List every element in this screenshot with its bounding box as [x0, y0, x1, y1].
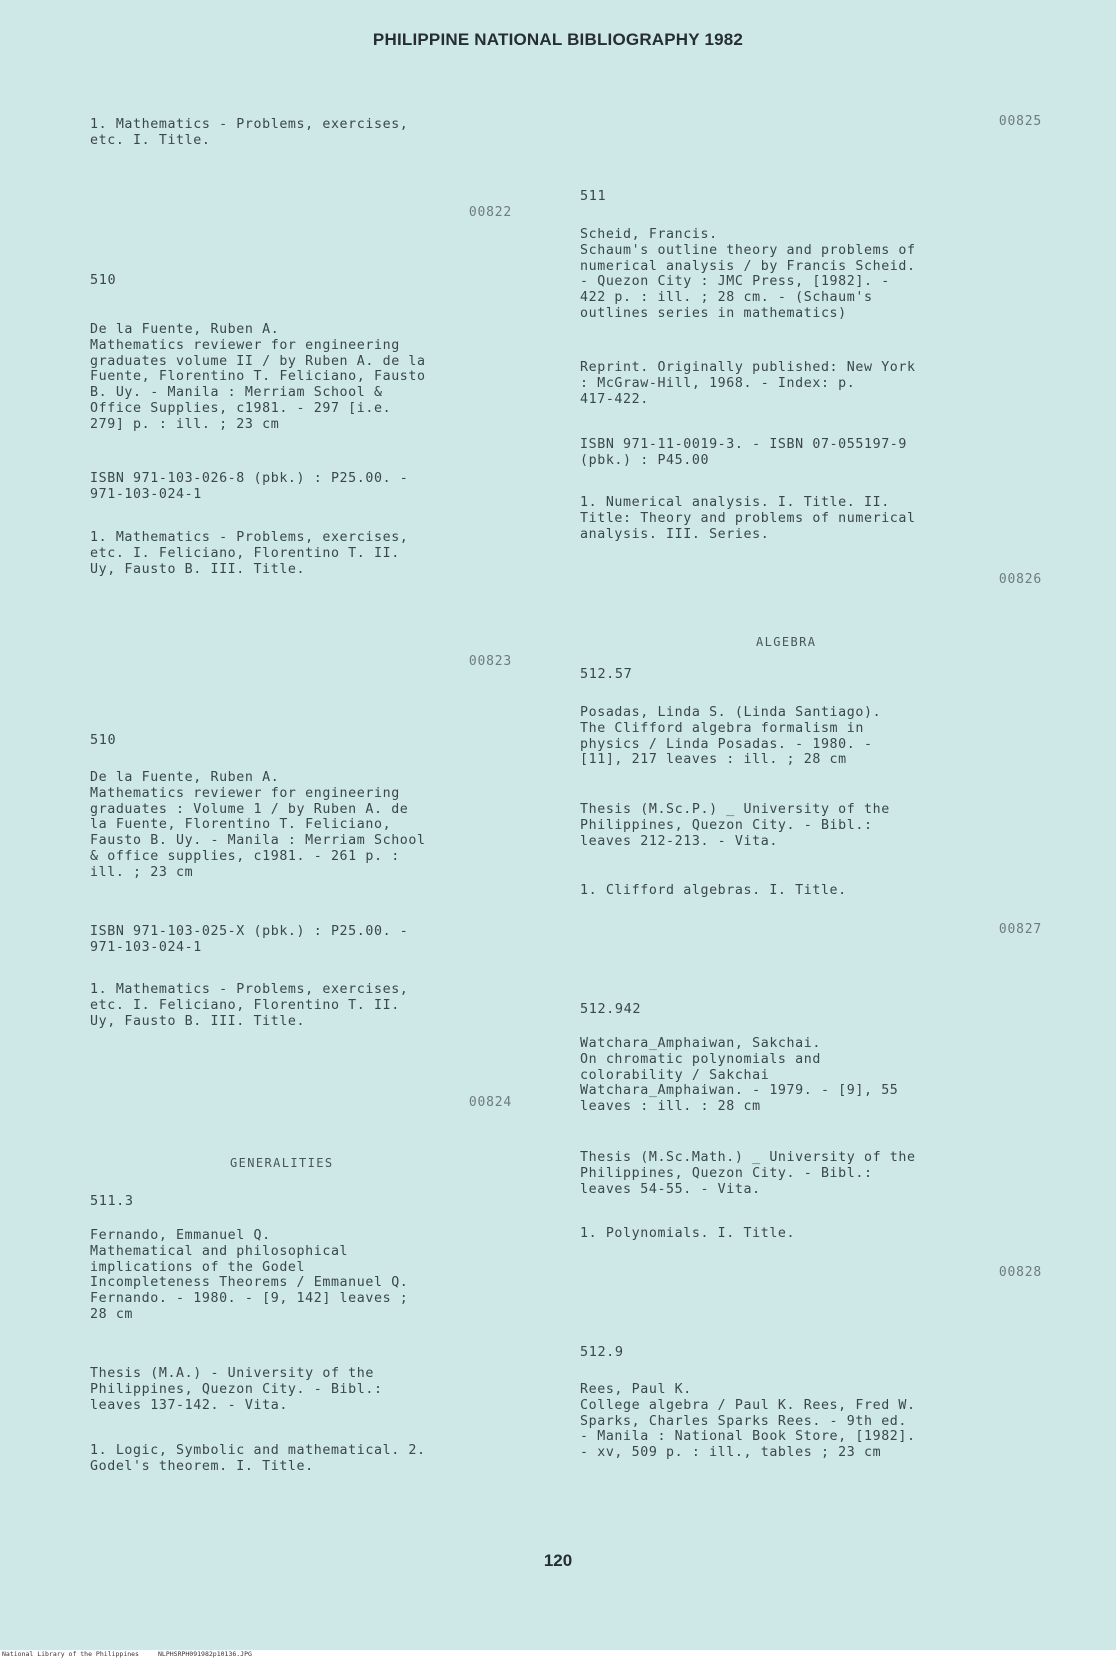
- control-number: 00823: [468, 654, 512, 669]
- control-number: 00828: [998, 1265, 1042, 1280]
- scan-footer: [0, 1650, 1116, 1658]
- control-number: 00826: [998, 572, 1042, 587]
- classification-number: 511.3: [90, 1193, 134, 1209]
- classification-number: 512.57: [580, 666, 633, 682]
- entry-body: Rees, Paul K. College algebra / Paul K. Rees, Fred W. Sparks, Charles Sparks Rees. - 9th ed. - Manila : National Book Store, [1982]. - xv, 509 p. : ill., tables ; 23 cm: [580, 1382, 916, 1461]
- entry-subjects: 1. Polynomials. I. Title.: [580, 1226, 796, 1241]
- footer-library: National Library of the Philippines: [2, 1650, 139, 1658]
- page-title: PHILIPPINE NATIONAL BIBLIOGRAPHY 1982: [372, 30, 744, 49]
- entry-subjects: 1. Logic, Symbolic and mathematical. 2. Godel's theorem. I. Title.: [90, 1443, 426, 1474]
- entry-subjects: 1. Mathematics - Problems, exercises, etc. I. Feliciano, Florentino T. II. Uy, Fausto B. III. Title.: [90, 982, 409, 1029]
- page-number: 120: [543, 1551, 573, 1570]
- entry-subjects: 1. Numerical analysis. I. Title. II. Title: Theory and problems of numerical analysis. III. Series.: [580, 495, 916, 542]
- control-number: 00825: [998, 114, 1042, 129]
- entry-body: Watchara_Amphaiwan, Sakchai. On chromatic polynomials and colorability / Sakchai Watchara_Amphaiwan. - 1979. - [9], 55 leaves : ill. : 28 cm: [580, 1036, 899, 1115]
- entry-body: De la Fuente, Ruben A. Mathematics reviewer for engineering graduates volume II / by Ruben A. de la Fuente, Florentino T. Feliciano, Fausto B. Uy. - Manila : Merriam School & Office Supplies, c1981. - 297 [i.e. 279] p. : ill. ; 23 cm: [90, 322, 426, 432]
- control-number: 00827: [998, 922, 1042, 937]
- classification-number: 511: [580, 188, 607, 204]
- classification-number: 510: [90, 272, 117, 288]
- entry-isbn: ISBN 971-103-026-8 (pbk.) : P25.00. - 971-103-024-1: [90, 471, 409, 502]
- continued-subjects: 1. Mathematics - Problems, exercises, etc. I. Title.: [90, 117, 409, 148]
- entry-notes: Thesis (M.A.) - University of the Philippines, Quezon City. - Bibl.: leaves 137-142. - Vita.: [90, 1366, 383, 1413]
- classification-number: 512.9: [580, 1344, 624, 1360]
- entry-body: Fernando, Emmanuel Q. Mathematical and philosophical implications of the Godel Incompleteness Theorems / Emmanuel Q. Fernando. - 1980. - [9, 142] leaves ; 28 cm: [90, 1228, 409, 1322]
- entry-notes: Thesis (M.Sc.Math.) _ University of the Philippines, Quezon City. - Bibl.: leaves 54-55. - Vita.: [580, 1150, 916, 1197]
- entry-isbn: ISBN 971-11-0019-3. - ISBN 07-055197-9 (pbk.) : P45.00: [580, 437, 908, 468]
- classification-number: 510: [90, 732, 117, 748]
- control-number: 00824: [468, 1095, 512, 1110]
- entry-body: Scheid, Francis. Schaum's outline theory and problems of numerical analysis / by Francis Scheid. - Quezon City : JMC Press, [1982]. - 422 p. : ill. ; 28 cm. - (Schaum's outlines series in mathematics): [580, 227, 916, 321]
- entry-isbn: ISBN 971-103-025-X (pbk.) : P25.00. - 971-103-024-1: [90, 924, 409, 955]
- section-heading: GENERALITIES: [230, 1156, 334, 1170]
- entry-body: Posadas, Linda S. (Linda Santiago). The Clifford algebra formalism in physics / Linda Posadas. - 1980. - [11], 217 leaves : ill. ; 28 cm: [580, 705, 882, 768]
- entry-subjects: 1. Mathematics - Problems, exercises, etc. I. Feliciano, Florentino T. II. Uy, Fausto B. III. Title.: [90, 530, 409, 577]
- footer-filename: NLPHSRPH091982p10136.JPG: [158, 1650, 252, 1658]
- entry-notes: Thesis (M.Sc.P.) _ University of the Philippines, Quezon City. - Bibl.: leaves 212-213. - Vita.: [580, 802, 890, 849]
- classification-number: 512.942: [580, 1001, 642, 1017]
- section-heading: ALGEBRA: [756, 635, 817, 649]
- entry-notes: Reprint. Originally published: New York : McGraw-Hill, 1968. - Index: p. 417-422.: [580, 360, 916, 407]
- entry-subjects: 1. Clifford algebras. I. Title.: [580, 883, 847, 898]
- control-number: 00822: [468, 205, 512, 220]
- entry-body: De la Fuente, Ruben A. Mathematics reviewer for engineering graduates : Volume 1 / by Ruben A. de la Fuente, Florentino T. Feliciano, Fausto B. Uy. - Manila : Merriam School & office supplies, c1981. - 261 p. : ill. ; 23 cm: [90, 770, 426, 880]
